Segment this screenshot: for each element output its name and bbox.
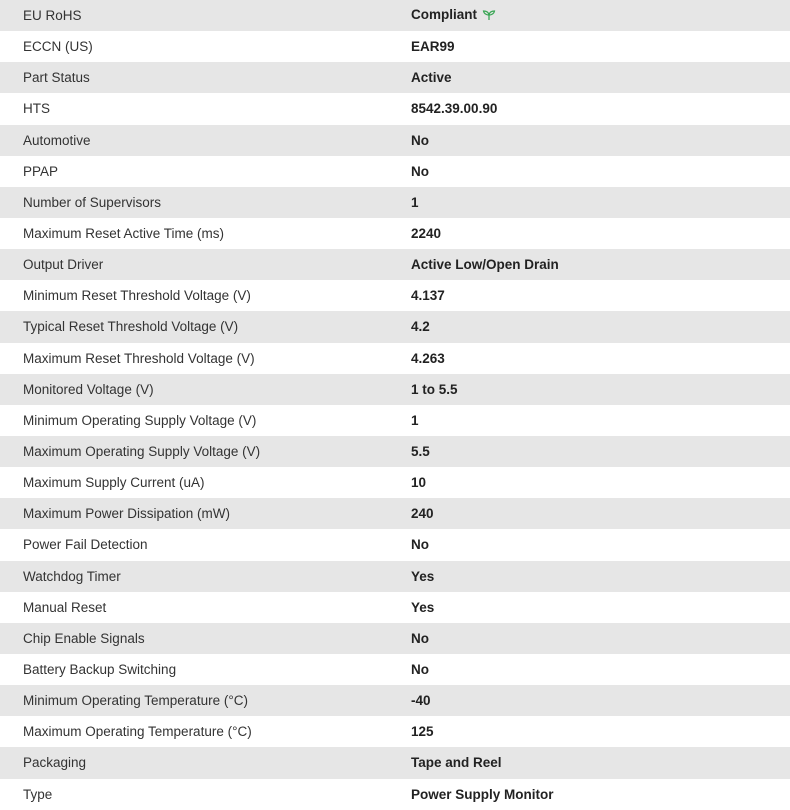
spec-label: Minimum Operating Temperature (°C) [0,685,411,716]
spec-label: Maximum Reset Threshold Voltage (V) [0,343,411,374]
spec-row [0,654,790,685]
spec-row [0,436,790,467]
spec-row [0,561,790,592]
spec-row [0,592,790,623]
spec-row [0,685,790,716]
spec-label: Output Driver [0,249,411,280]
spec-label: Minimum Operating Supply Voltage (V) [0,405,411,436]
spec-value-cell [411,405,790,436]
spec-row [0,374,790,405]
spec-value: Active [411,70,452,86]
spec-value-cell [411,156,790,187]
spec-label: Type [0,779,411,810]
spec-label: Maximum Supply Current (uA) [0,467,411,498]
spec-row [0,187,790,218]
spec-row [0,62,790,93]
spec-value-cell [411,93,790,124]
spec-label: ECCN (US) [0,31,411,62]
spec-value-cell [411,436,790,467]
spec-label: PPAP [0,156,411,187]
spec-row [0,156,790,187]
spec-value: 10 [411,475,427,491]
spec-value-cell [411,561,790,592]
spec-value: 1 [411,194,419,210]
spec-label: Chip Enable Signals [0,623,411,654]
spec-value: No [411,630,429,646]
spec-value-cell [411,311,790,342]
spec-label: Part Status [0,62,411,93]
spec-value-cell [411,498,790,529]
spec-row [0,623,790,654]
spec-value-cell [411,280,790,311]
spec-value-cell [411,31,790,62]
spec-value: 1 to 5.5 [411,381,458,397]
spec-row [0,311,790,342]
spec-value: Active Low/Open Drain [411,257,559,273]
spec-label: Maximum Reset Active Time (ms) [0,218,411,249]
spec-value: No [411,662,429,678]
spec-value-cell [411,529,790,560]
spec-label: Packaging [0,747,411,778]
spec-value: Tape and Reel [411,755,502,771]
spec-value: 125 [411,724,434,740]
spec-label: Number of Supervisors [0,187,411,218]
spec-value: EAR99 [411,39,455,55]
spec-value: 4.137 [411,288,445,304]
spec-row [0,93,790,124]
spec-label: EU RoHS [0,0,411,31]
leaf-icon [482,9,496,24]
spec-label: Maximum Operating Temperature (°C) [0,716,411,747]
spec-value-cell [411,716,790,747]
spec-value: No [411,163,429,179]
spec-row [0,249,790,280]
spec-value-cell [411,218,790,249]
spec-label: Automotive [0,125,411,156]
spec-value-cell [411,249,790,280]
spec-value: 4.263 [411,350,445,366]
spec-label: Typical Reset Threshold Voltage (V) [0,311,411,342]
spec-row [0,747,790,778]
spec-label: Manual Reset [0,592,411,623]
spec-value-cell [411,125,790,156]
spec-value-cell [411,62,790,93]
spec-value: 4.2 [411,319,430,335]
spec-row [0,779,790,810]
spec-label: Maximum Operating Supply Voltage (V) [0,436,411,467]
spec-value-cell [411,623,790,654]
spec-row [0,716,790,747]
spec-value-cell [411,779,790,810]
spec-value: 2240 [411,226,442,242]
spec-label: Power Fail Detection [0,529,411,560]
spec-value: -40 [411,693,431,709]
spec-row [0,0,790,31]
spec-label: HTS [0,93,411,124]
spec-value-cell [411,747,790,778]
spec-row [0,467,790,498]
spec-value-cell [411,374,790,405]
spec-label: Maximum Power Dissipation (mW) [0,498,411,529]
spec-value: 8542.39.00.90 [411,101,498,117]
spec-label: Monitored Voltage (V) [0,374,411,405]
spec-label: Watchdog Timer [0,561,411,592]
spec-row [0,218,790,249]
spec-value-cell [411,592,790,623]
spec-row [0,125,790,156]
spec-value-cell [411,685,790,716]
spec-value-cell [411,187,790,218]
spec-row [0,405,790,436]
spec-value: 5.5 [411,444,430,460]
spec-value-cell [411,343,790,374]
spec-row [0,31,790,62]
spec-value: 1 [411,412,419,428]
spec-row [0,280,790,311]
spec-row [0,529,790,560]
spec-value: Compliant [411,7,477,23]
spec-row [0,498,790,529]
spec-value-cell [411,0,790,31]
spec-label: Battery Backup Switching [0,654,411,685]
spec-row [0,343,790,374]
spec-value: 240 [411,506,434,522]
spec-value-cell [411,654,790,685]
spec-value: Yes [411,568,435,584]
spec-value: No [411,537,429,553]
spec-value: No [411,132,429,148]
spec-label: Minimum Reset Threshold Voltage (V) [0,280,411,311]
spec-value: Yes [411,599,435,615]
spec-value: Power Supply Monitor [411,786,554,802]
spec-value-cell [411,467,790,498]
